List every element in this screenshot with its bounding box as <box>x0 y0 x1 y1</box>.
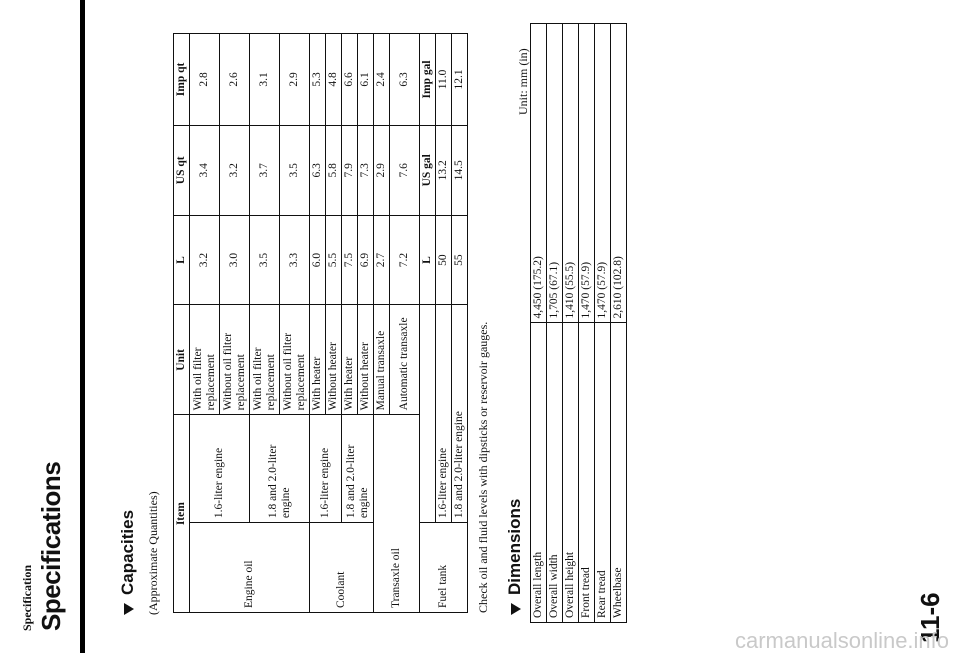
engine-16: 1.6-liter engine <box>190 415 250 523</box>
value-l: 3.3 <box>280 215 310 305</box>
value-imp: 6.6 <box>342 34 358 126</box>
page-number: 11-6 <box>915 592 945 643</box>
dim-value: 1,470 (57.9) <box>595 24 611 323</box>
unit-cell: Automatic transaxle <box>390 305 420 415</box>
value-us: 13.2 <box>436 125 452 215</box>
triangle-bullet-icon <box>124 603 134 615</box>
value-us: 7.3 <box>358 125 374 215</box>
value-l: 55 <box>452 215 468 305</box>
table-row <box>579 24 595 623</box>
column-header: Unit <box>174 305 190 415</box>
value-imp: 6.3 <box>390 34 420 126</box>
watermark: carmanualsonline.info <box>735 628 950 653</box>
value-l: 6.9 <box>358 215 374 305</box>
value-imp: 4.8 <box>326 34 342 126</box>
value-imp: 2.6 <box>220 34 250 126</box>
fuel-item: 1.8 and 2.0-liter engine <box>452 305 468 523</box>
value-imp: 2.4 <box>374 34 390 126</box>
dim-label: Rear tread <box>595 323 611 623</box>
value-us: 7.9 <box>342 125 358 215</box>
table-row <box>190 34 220 613</box>
unit-cell: With heater <box>310 305 326 415</box>
subheader-l: L <box>420 215 436 305</box>
value-l: 2.7 <box>374 215 390 305</box>
subheader-imp: Imp gal <box>420 34 436 126</box>
dim-value: 1,705 (67.1) <box>547 24 563 323</box>
value-imp: 2.9 <box>280 34 310 126</box>
triangle-bullet-icon <box>511 603 521 615</box>
capacities-subtitle: (Approximate Quantities) <box>146 491 160 615</box>
capacities-heading <box>118 510 138 615</box>
value-imp: 2.8 <box>190 34 220 126</box>
value-us: 6.3 <box>310 125 326 215</box>
value-us: 3.2 <box>220 125 250 215</box>
value-imp: 6.1 <box>358 34 374 126</box>
section-label: Specification <box>20 565 34 631</box>
value-us: 3.7 <box>250 125 280 215</box>
column-header: US qt <box>174 125 190 215</box>
table-row <box>420 34 436 613</box>
unit-cell: Without heater <box>358 305 374 415</box>
dim-value: 1,470 (57.9) <box>579 24 595 323</box>
table-row <box>310 34 326 613</box>
dim-value: 1,410 (55.5) <box>563 24 579 323</box>
value-us: 2.9 <box>374 125 390 215</box>
value-l: 3.5 <box>250 215 280 305</box>
value-l: 5.5 <box>326 215 342 305</box>
dim-label: Front tread <box>579 323 595 623</box>
table-row <box>374 34 390 613</box>
unit-cell: With oil filter replacement <box>250 305 280 415</box>
unit-cell: Without oil filter replacement <box>220 305 250 415</box>
dimensions-heading-text: Dimensions <box>505 498 524 595</box>
engine-18: 1.8 and 2.0-liter engine <box>342 415 374 523</box>
value-l: 3.2 <box>190 215 220 305</box>
item-transaxle-oil: Transaxle oil <box>374 415 420 613</box>
value-imp: 3.1 <box>250 34 280 126</box>
value-us: 5.8 <box>326 125 342 215</box>
table-row <box>563 24 579 623</box>
value-imp: 5.3 <box>310 34 326 126</box>
value-l: 6.0 <box>310 215 326 305</box>
blank-cell <box>420 305 436 523</box>
value-imp: 11.0 <box>436 34 452 126</box>
value-us: 3.5 <box>280 125 310 215</box>
engine-18: 1.8 and 2.0-liter engine <box>250 415 310 523</box>
table-header-row <box>174 34 190 613</box>
fuel-item: 1.6-liter engine <box>436 305 452 523</box>
dim-value: 2,610 (102.8) <box>611 24 627 323</box>
table-row <box>595 24 611 623</box>
column-header: Imp qt <box>174 34 190 126</box>
dimensions-heading <box>505 499 525 615</box>
value-l: 7.2 <box>390 215 420 305</box>
dimensions-unit: Unit: mm (in) <box>516 48 530 115</box>
item-coolant: Coolant <box>310 523 374 613</box>
column-header: L <box>174 215 190 305</box>
dim-label: Wheelbase <box>611 323 627 623</box>
value-l: 7.5 <box>342 215 358 305</box>
value-l: 3.0 <box>220 215 250 305</box>
table-row <box>531 24 547 623</box>
value-us: 14.5 <box>452 125 468 215</box>
dimensions-table <box>530 23 627 623</box>
dim-value: 4,450 (175.2) <box>531 24 547 323</box>
item-fuel-tank: Fuel tank <box>420 523 468 613</box>
unit-cell: With oil filter replacement <box>190 305 220 415</box>
unit-cell: Without oil filter replacement <box>280 305 310 415</box>
unit-cell: Without heater <box>326 305 342 415</box>
capacities-heading-text: Capacities <box>118 509 137 595</box>
capacities-note: Check oil and fluid levels with dipsticks or reservoir gauges. <box>476 321 490 613</box>
value-l: 50 <box>436 215 452 305</box>
subheader-us: US gal <box>420 125 436 215</box>
item-engine-oil: Engine oil <box>190 523 310 613</box>
header-rule <box>80 0 85 653</box>
value-us: 3.4 <box>190 125 220 215</box>
dim-label: Overall width <box>547 323 563 623</box>
engine-16: 1.6-liter engine <box>310 415 342 523</box>
unit-cell: Manual transaxle <box>374 305 390 415</box>
column-header: Item <box>174 415 190 613</box>
table-row <box>611 24 627 623</box>
table-row <box>547 24 563 623</box>
dim-label: Overall length <box>531 323 547 623</box>
dim-label: Overall height <box>563 323 579 623</box>
value-us: 7.6 <box>390 125 420 215</box>
page-title: Specifications <box>36 461 66 631</box>
capacities-table <box>173 33 468 613</box>
unit-cell: With heater <box>342 305 358 415</box>
value-imp: 12.1 <box>452 34 468 126</box>
